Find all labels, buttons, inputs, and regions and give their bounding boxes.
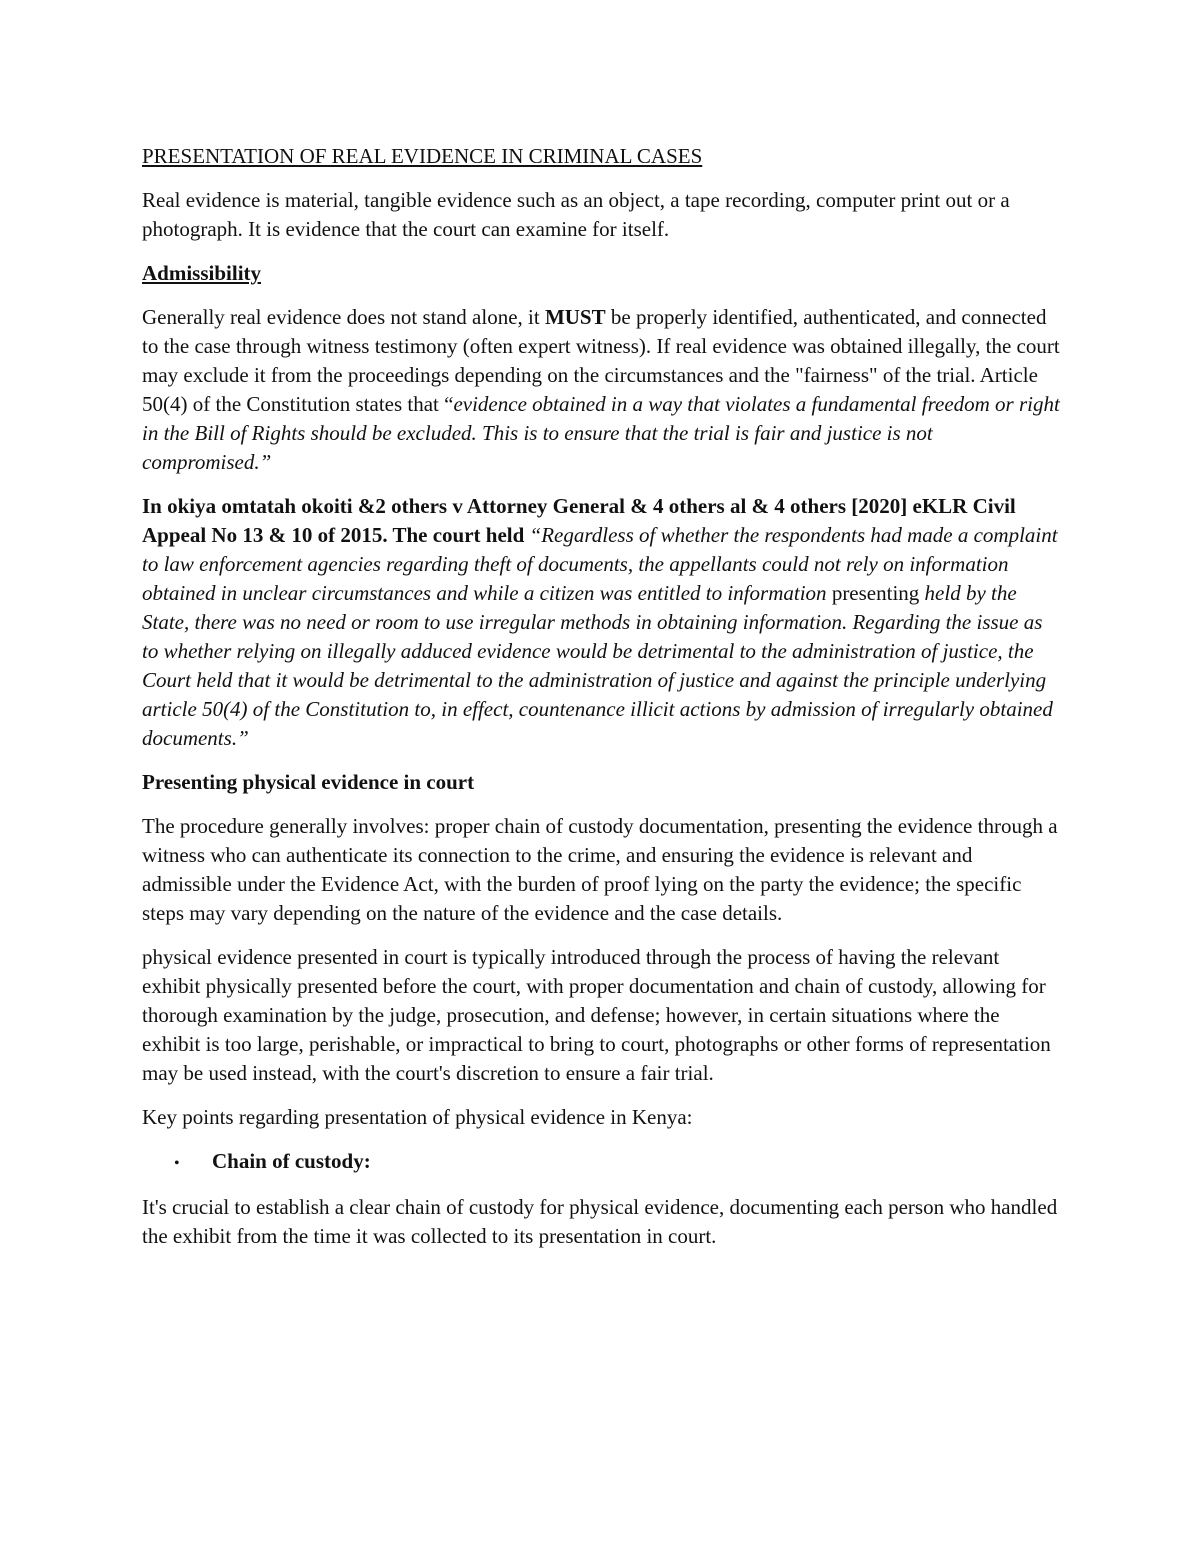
case-quote-b: held by the State, there was no need or room to use irregular methods in obtaining information. Regarding the issue as to whether relying on illegally adduced evidence would be detrimental to the administration of justice, the Court held that it would be detrimental to the administration of justice and against the principle underlying article 50(4) of the Constitution to, in effect, countenance illicit actions by admission of irregularly obtained documents.” (142, 581, 1053, 750)
case-quote-a: “Regardless of whether the respondents had made a complaint to law enforcement agencies regarding theft of documents, the appellants could not rely on information obtained in unclear circumstances and while a citizen was entitled to information (142, 523, 1058, 605)
case-citation: In okiya omtatah okoiti &2 others v Attorney General & 4 others al & 4 others [2020] eKLR Civil Appeal No 13 & 10 of 2015. The court held (142, 494, 1016, 547)
procedure-paragraph: The procedure generally involves: proper chain of custody documentation, presenting the evidence through a witness who can authenticate its connection to the crime, and ensuring the evidence is relevant and admissible under the Evidence Act, with the burden of proof lying on the party the evidence; the specific steps may vary depending on the nature of the evidence and the case details. (142, 814, 1058, 925)
chain-of-custody-paragraph: It's crucial to establish a clear chain of custody for physical evidence, documenting each person who handled the exhibit from the time it was collected to its presentation in court. (142, 1195, 1058, 1248)
constitution-quote: evidence obtained in a way that violates a fundamental freedom or right in the Bill of Rights should be excluded. This is to ensure that the trial is fair and justice is not compromised.” (142, 392, 1060, 474)
case-paragraph (142, 492, 1060, 753)
admissibility-text-a: Generally real evidence does not stand alone, it (142, 305, 545, 329)
admissibility-heading: Admissibility (142, 261, 262, 285)
key-points-intro: Key points regarding presentation of physical evidence in Kenya: (142, 1105, 693, 1129)
intro-paragraph: Real evidence is material, tangible evidence such as an object, a tape recording, computer print out or a photograph. It is evidence that the court can examine for itself. (142, 188, 1010, 241)
admissibility-paragraph (142, 303, 1060, 477)
key-point-item (142, 1147, 1060, 1178)
presenting-heading: Presenting physical evidence in court (142, 770, 475, 794)
document-page (142, 142, 1060, 1266)
admissibility-text-b: be properly identified, authenticated, and connected to the case through witness testimony (often expert witness). If real evidence was obtained illegally, the court may exclude it from the proceedings depending on the circumstances and the "fairness" of the trial. Article 50(4) of the Constitution states that “ (142, 305, 1060, 416)
case-quote-plain: presenting (826, 581, 925, 605)
bullet-icon: • (174, 1155, 180, 1172)
document-title: PRESENTATION OF REAL EVIDENCE IN CRIMINAL CASES (142, 144, 703, 168)
key-point-label: Chain of custody: (212, 1149, 371, 1173)
must-emphasis: MUST (544, 305, 606, 329)
physical-evidence-paragraph: physical evidence presented in court is typically introduced through the process of having the relevant exhibit physically presented before the court, with proper documentation and chain of custody, allowing for thorough examination by the judge, prosecution, and defense; however, in certain situations where the exhibit is too large, perishable, or impractical to bring to court, photographs or other forms of representation may be used instead, with the court's discretion to ensure a fair trial. (142, 945, 1051, 1085)
